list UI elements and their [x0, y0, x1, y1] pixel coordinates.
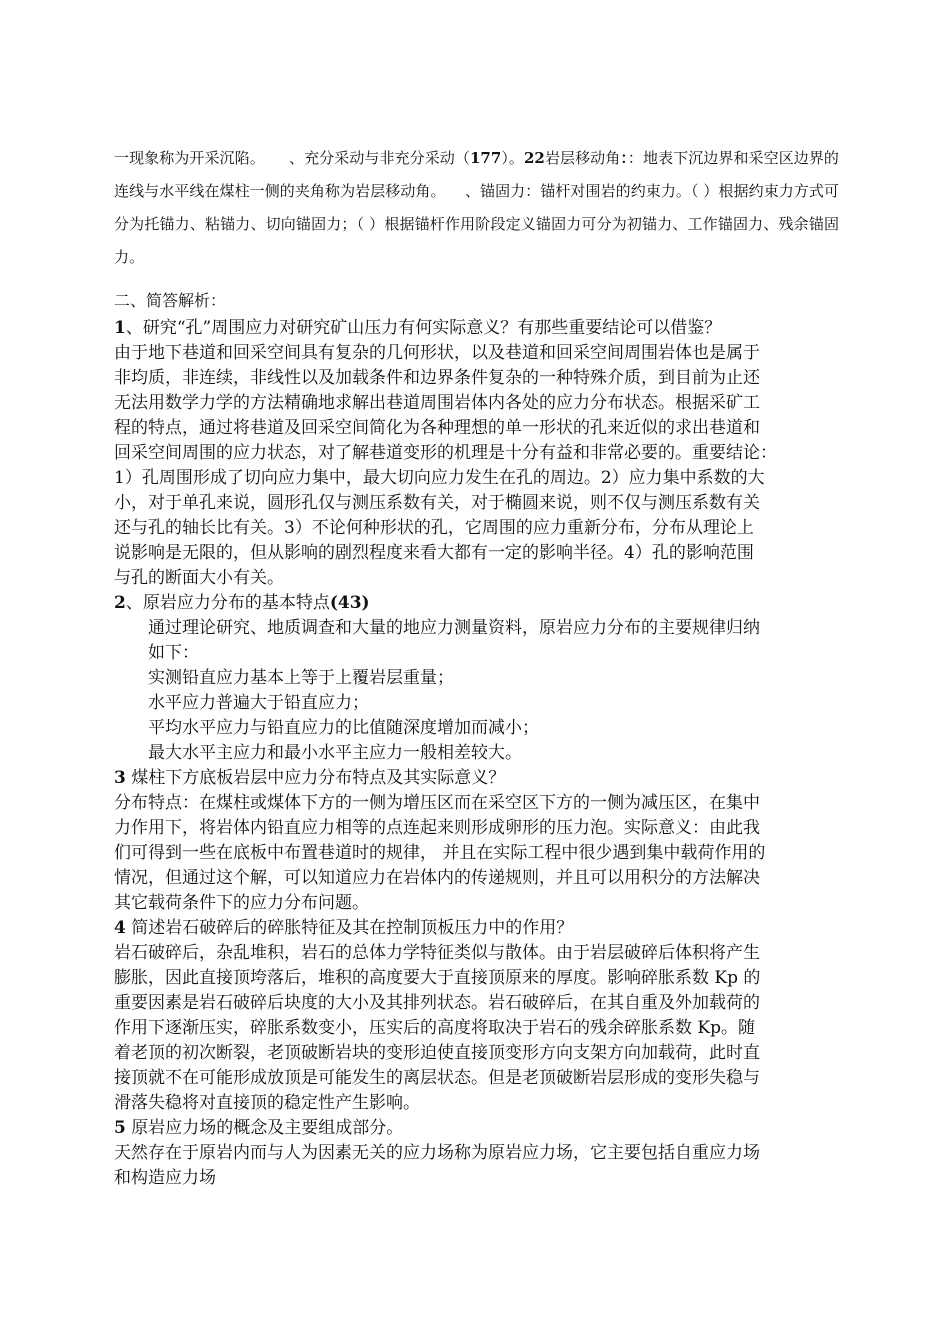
answer-line: 天然存在于原岩内而与人为因素无关的应力场称为原岩应力场，它主要包括自重应力场: [114, 1143, 760, 1163]
question-3-number: 3: [114, 768, 126, 788]
question-4-title: [114, 916, 839, 941]
question-2-title: [114, 591, 839, 616]
term-rock-movement-angle: 岩层移动角: [544, 149, 621, 167]
question-5: [114, 1116, 839, 1191]
answer-line: 无法用数学力学的方法精确地求解出巷道周围岩体内各处的应力分布状态。根据采矿工: [114, 393, 760, 413]
question-5-number: 5: [114, 1118, 126, 1138]
answer-line: 们可得到一些在底板中布置巷道时的规律， 并且在实际工程中很少遇到集中载荷作用的: [114, 843, 766, 863]
section-title: 二、简答解析：: [114, 291, 227, 310]
answer-line: 非均质，非连续，非线性以及加载条件和边界条件复杂的一种特殊介质，到目前为止还: [114, 368, 760, 388]
answer-line: 和构造应力场: [114, 1168, 216, 1188]
answer-line: 由于地下巷道和回采空间具有复杂的几何形状，以及巷道和回采空间周围岩体也是属于: [114, 343, 760, 363]
answer-line: 膨胀，因此直接顶垮落后，堆积的高度要大于直接顶原来的厚度。影响碎胀系数 Kp 的: [114, 968, 761, 988]
question-2: [114, 591, 839, 766]
answer-line: 实测铅直应力基本上等于上覆岩层重量；: [148, 668, 454, 688]
question-3: [114, 766, 839, 916]
question-2-page-ref: (43): [329, 593, 370, 613]
question-1-title: [114, 316, 839, 341]
question-3-text: 煤柱下方底板岩层中应力分布特点及其实际意义？: [125, 768, 506, 788]
answer-line: 情况，但通过这个解，可以知道应力在岩体内的传递规则，并且可以用积分的方法解决: [114, 868, 760, 888]
question-2-number: 2: [114, 593, 126, 613]
answer-line: 说影响是无限的，但从影响的剧烈程度来看大都有一定的影响半径。4）孔的影响范围: [114, 543, 754, 563]
answer-line: 滑落失稳将对直接顶的稳定性产生影响。: [114, 1093, 420, 1113]
answer-line: 作用下逐渐压实，碎胀系数变小，压实后的高度将取决于岩石的残余碎胀系数 Kp。随: [114, 1018, 755, 1038]
answer-line: 回采空间周围的应力状态，对了解巷道变形的机理是十分有益和非常必要的。重要结论：: [114, 443, 777, 463]
intro-paragraph: [114, 142, 839, 274]
short-answer-section: [114, 288, 839, 1191]
intro-sentence-2-end: ）。: [501, 149, 524, 167]
question-4: [114, 916, 839, 1116]
question-1-text: 、研究“孔”周围应力对研究矿山压力有何实际意义？有那些重要结论可以借鉴？: [125, 318, 722, 338]
intro-sentence-3: ：地表下沉边界和采空区边界的连线与水平线在煤柱一侧的夹角称为岩层移动角。: [114, 149, 839, 200]
answer-line: 分布特点：在煤柱或煤体下方的一侧为增压区而在采空区下方的一侧为减压区，在集中: [114, 793, 760, 813]
answer-line: 最大水平主应力和最小水平主应力一般相差较大。: [148, 743, 522, 763]
intro-sentence-4: 、锚固力：锚杆对围岩的约束力。（ ）根据约束力方式可分为托锚力、粘锚力、切向锚固力；（ ）根据锚杆作用阶段定义锚固力可分为初锚力、工作锚固力、残余锚固力。: [114, 182, 839, 266]
answer-line: 小，对于单孔来说，圆形孔仅与测压系数有关，对于椭圆来说，则不仅与测压系数有关: [114, 493, 760, 513]
answer-line: 着老顶的初次断裂，老顶破断岩块的变形迫使直接顶变形方向支架方向加载荷，此时直: [114, 1043, 760, 1063]
question-4-text: 简述岩石破碎后的碎胀特征及其在控制顶板压力中的作用？: [125, 918, 574, 938]
answer-line: 重要因素是岩石破碎后块度的大小及其排列状态。岩石破碎后，在其自重及外加载荷的: [114, 993, 760, 1013]
intro-sentence-1: 一现象称为开采沉陷。: [114, 149, 265, 167]
answer-line: 如下：: [148, 643, 199, 663]
term-number-22: 22: [524, 149, 545, 167]
answer-line: 平均水平应力与铅直应力的比值随深度增加而减小；: [148, 718, 539, 738]
question-4-number: 4: [114, 918, 126, 938]
question-1: [114, 316, 839, 591]
answer-line: 力作用下，将岩体内铅直应力相等的点连起来则形成卵形的压力泡。实际意义：由此我: [114, 818, 760, 838]
answer-line: 与孔的断面大小有关。: [114, 568, 284, 588]
page-ref-177: 177: [469, 149, 502, 167]
answer-line: 还与孔的轴长比有关。3）不论何种形状的孔，它周围的应力重新分布，分布从理论上: [114, 518, 754, 538]
question-5-title: [114, 1116, 839, 1141]
answer-line: 水平应力普遍大于铅直应力；: [148, 693, 369, 713]
question-1-number: 1: [114, 318, 126, 338]
question-2-text: 、原岩应力分布的基本特点: [125, 593, 330, 613]
answer-line: 其它载荷条件下的应力分布问题。: [114, 893, 369, 913]
answer-line: 1）孔周围形成了切向应力集中，最大切向应力发生在孔的周边。2）应力集中系数的大: [114, 468, 765, 488]
answer-line: 通过理论研究、地质调查和大量的地应力测量资料，原岩应力分布的主要规律归纳: [148, 618, 760, 638]
answer-line: 岩石破碎后，杂乱堆积，岩石的总体力学特征类似与散体。由于岩层破碎后体积将产生: [114, 943, 760, 963]
term-colon: ：: [620, 149, 628, 167]
intro-sentence-2: 、充分采动与非充分采动（: [289, 149, 470, 167]
answer-line: 程的特点，通过将巷道及回采空间简化为各种理想的单一形状的孔来近似的求出巷道和: [114, 418, 760, 438]
answer-line: 接顶就不在可能形成放顶是可能发生的离层状态。但是老顶破断岩层形成的变形失稳与: [114, 1068, 760, 1088]
question-5-text: 原岩应力场的概念及主要组成部分。: [125, 1118, 404, 1138]
question-3-title: [114, 766, 839, 791]
